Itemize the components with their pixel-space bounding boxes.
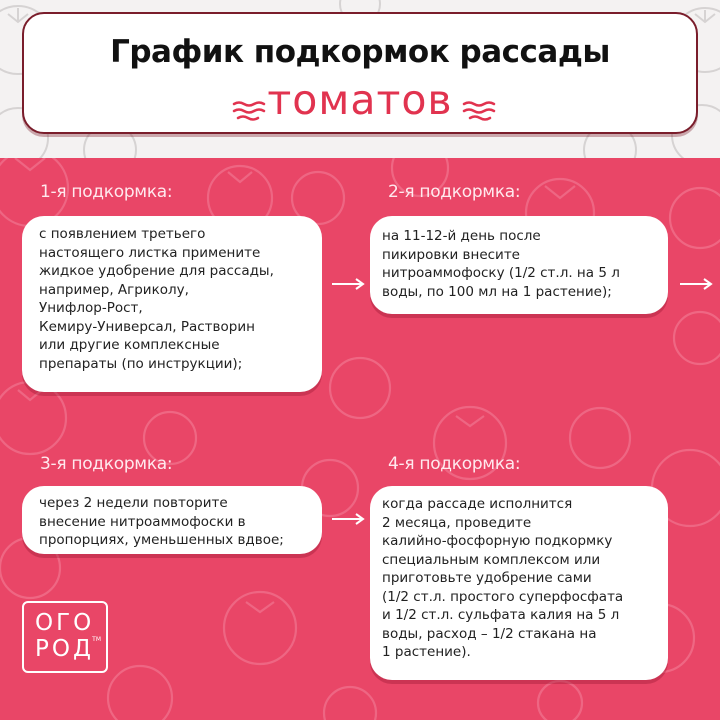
step-1-line: жидкое удобрение для рассады, — [39, 263, 274, 279]
step-1-line: Кемиру-Универсал, Растворин — [39, 318, 255, 335]
arrow-right-icon — [330, 277, 366, 291]
step-3-label: 3-я подкормка: — [40, 454, 173, 474]
step-4-card — [370, 486, 668, 680]
step-4-line: специальным комплексом или — [382, 551, 601, 568]
step-3-line: через 2 недели повторите — [39, 495, 228, 511]
step-2-line: на 11-12-й день после — [382, 228, 541, 244]
step-1-line: настоящего листка примените — [39, 244, 261, 261]
step-4-line: воды, расход – 1/2 стакана на — [382, 625, 597, 642]
logo-line-1: ОГО — [35, 610, 95, 636]
logo-trademark: TM — [92, 636, 101, 643]
arrow-right-icon — [330, 512, 366, 526]
step-1-label: 1-я подкормка: — [40, 182, 173, 202]
step-1-line: препараты (по инструкции); — [39, 355, 243, 372]
step-2-card — [370, 216, 668, 314]
header-area — [0, 0, 720, 158]
step-4-line: приготовьте удобрение сами — [382, 570, 592, 586]
step-2-line: пикировки внесите — [382, 246, 520, 263]
step-4-line: (1/2 ст.л. простого суперфосфата — [382, 588, 624, 605]
step-4-line: калийно-фосфорную подкормку — [382, 533, 613, 549]
step-2-line: воды, по 100 мл на 1 растение); — [382, 283, 612, 300]
step-4-line: когда рассаде исполнится — [382, 496, 573, 512]
step-1-card — [22, 216, 322, 392]
step-3-line: внесение нитроаммофоски в — [39, 513, 246, 530]
title-card — [22, 12, 698, 134]
logo-line-2: РОД — [35, 636, 94, 662]
step-1-line: или другие комплексные — [39, 337, 220, 353]
squiggle-right-icon — [462, 100, 498, 122]
step-2-label: 2-я подкормка: — [388, 182, 521, 202]
step-2-line: нитроаммофоску (1/2 ст.л. на 5 л — [382, 265, 620, 281]
arrow-right-icon — [678, 277, 714, 291]
step-1-line: Унифлор-Рост, — [39, 300, 143, 316]
step-1-line: с появлением третьего — [39, 226, 206, 242]
page-title: График подкормок рассады — [110, 34, 610, 70]
step-3-card — [22, 486, 322, 554]
page-subtitle: томатов — [267, 76, 453, 124]
step-4-line: 1 растение). — [382, 644, 471, 660]
step-4-line: 2 месяца, проведите — [382, 514, 532, 531]
ogorod-logo — [22, 601, 108, 673]
step-4-label: 4-я подкормка: — [388, 454, 521, 474]
step-3-line: пропорциях, уменьшенных вдвое; — [39, 532, 284, 548]
step-1-line: например, Агриколу, — [39, 281, 189, 298]
step-4-line: и 1/2 ст.л. сульфата калия на 5 л — [382, 607, 620, 623]
